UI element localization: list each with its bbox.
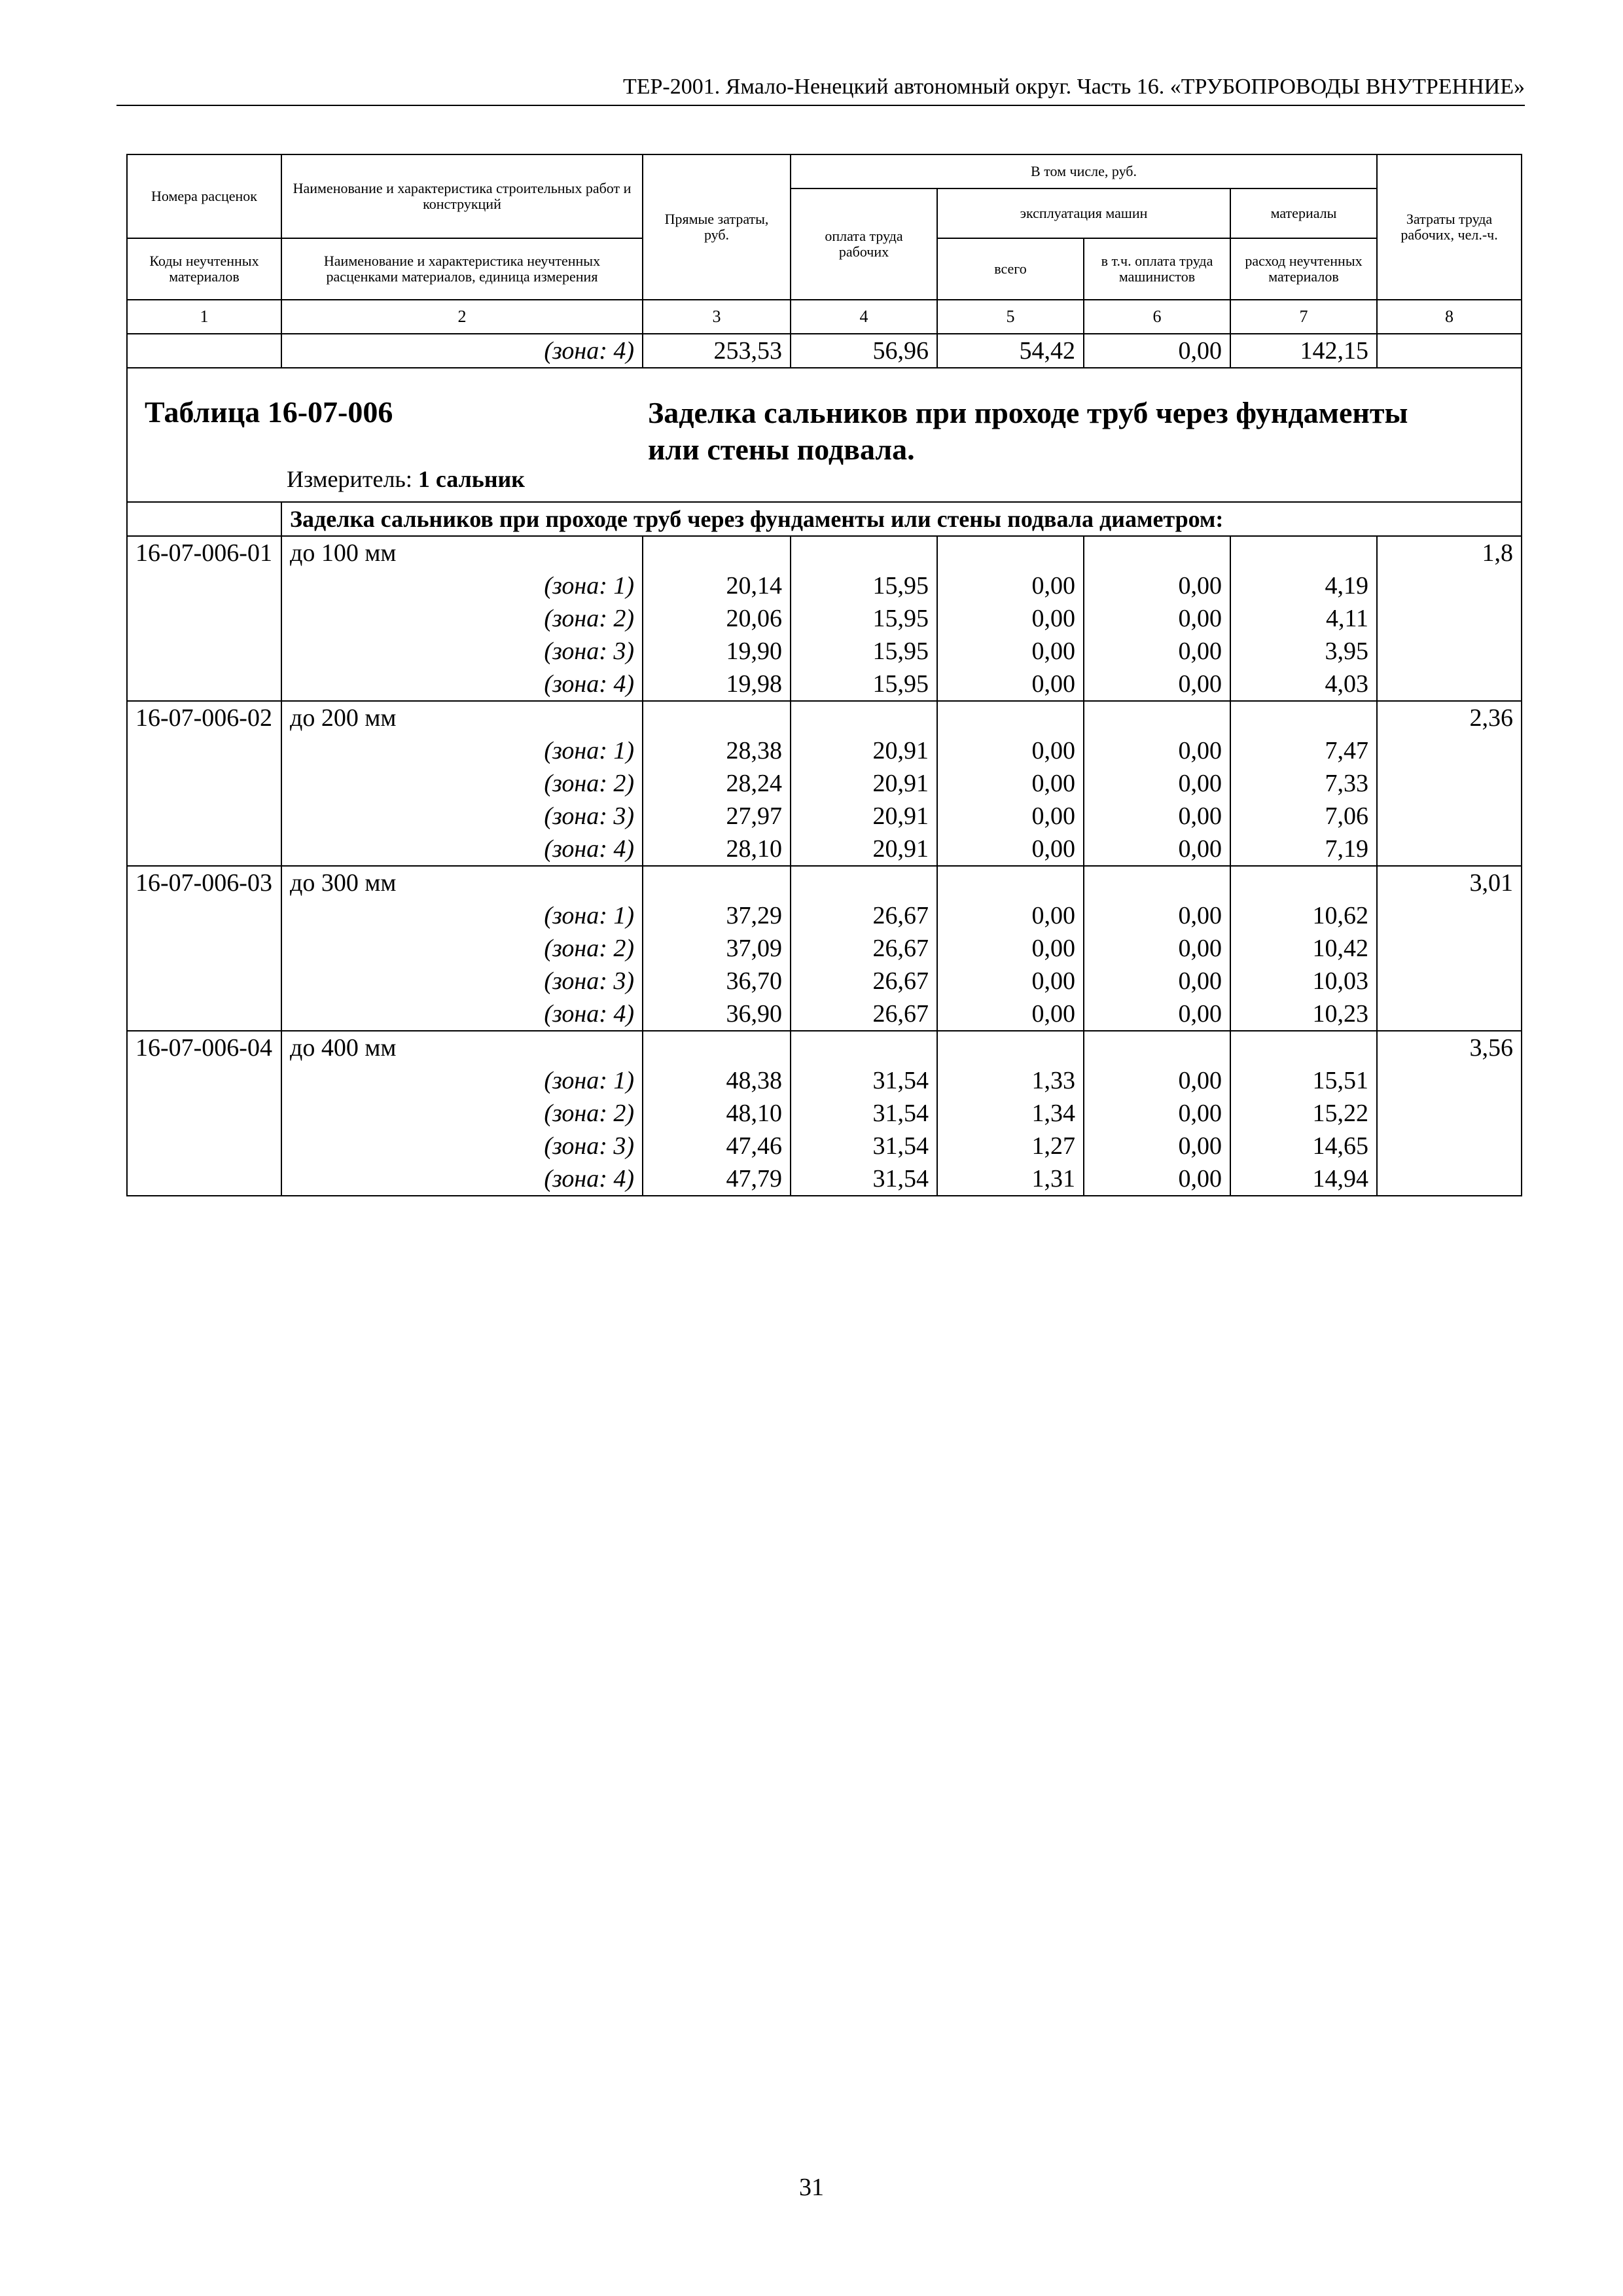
zone-worker-pay: 15,95: [791, 602, 937, 635]
zone-materials: 7,19: [1230, 833, 1377, 866]
zone-materials: 10,03: [1230, 965, 1377, 997]
rate-empty-cell: [643, 536, 791, 569]
zone-machinist-pay: 0,00: [1084, 1064, 1230, 1097]
col-number: 2: [281, 300, 643, 334]
zone-worker-pay: 15,95: [791, 569, 937, 602]
zone-code-cell: [127, 569, 281, 602]
zone-worker-pay: 15,95: [791, 668, 937, 701]
zone-code-cell: [127, 833, 281, 866]
rate-empty-cell: [1084, 1031, 1230, 1064]
rate-name: до 200 мм: [281, 701, 643, 734]
zone-label: (зона: 3): [281, 965, 643, 997]
head-row-1: [127, 154, 1522, 188]
rate-code: 16-07-006-03: [127, 866, 281, 899]
zone-label: (зона: 2): [281, 602, 643, 635]
head-work-name: Наименование и характеристика строительных работ и конструкций: [281, 154, 643, 238]
running-header: ТЕР-2001. Ямало-Ненецкий автономный округ. Часть 16. «ТРУБОПРОВОДЫ ВНУТРЕННИЕ»: [116, 72, 1525, 106]
zone-code-cell: [127, 1162, 281, 1196]
zone-direct-costs: 37,09: [643, 932, 791, 965]
zone-worker-pay: 20,91: [791, 800, 937, 833]
zone-label: (зона: 3): [281, 635, 643, 668]
zone-machinist-pay: 0,00: [1084, 1097, 1230, 1130]
rate-empty-cell: [791, 536, 937, 569]
zone-label: (зона: 1): [281, 734, 643, 767]
col-number: 7: [1230, 300, 1377, 334]
zone-machinist-pay: 0,00: [1084, 932, 1230, 965]
zone-label: (зона: 3): [281, 800, 643, 833]
zone-materials: 7,33: [1230, 767, 1377, 800]
zone-row: [127, 899, 1522, 932]
zone-materials: 15,51: [1230, 1064, 1377, 1097]
carry-zone: (зона: 4): [281, 334, 643, 368]
unit-value: 1 сальник: [418, 466, 526, 492]
zone-labor-cell: [1377, 1162, 1522, 1196]
rate-labor: 3,56: [1377, 1031, 1522, 1064]
head-including: В том числе, руб.: [791, 154, 1377, 188]
rate-empty-cell: [1084, 866, 1230, 899]
zone-label: (зона: 4): [281, 997, 643, 1031]
carry-code: [127, 334, 281, 368]
zone-labor-cell: [1377, 569, 1522, 602]
zone-label: (зона: 4): [281, 1162, 643, 1196]
zone-direct-costs: 37,29: [643, 899, 791, 932]
head-rate-numbers: Номера расценок: [127, 154, 281, 238]
head-labor-costs: Затраты труда рабочих, чел.-ч.: [1377, 154, 1522, 300]
zone-code-cell: [127, 1097, 281, 1130]
zone-row: [127, 635, 1522, 668]
zone-direct-costs: 47,46: [643, 1130, 791, 1162]
carry-machinist-pay: 0,00: [1084, 334, 1230, 368]
zone-direct-costs: 36,70: [643, 965, 791, 997]
rates-table: [126, 154, 1522, 1196]
rate-name: до 100 мм: [281, 536, 643, 569]
carry-over-row: [127, 334, 1522, 368]
zone-worker-pay: 20,91: [791, 767, 937, 800]
zone-labor-cell: [1377, 899, 1522, 932]
table-title: Таблица 16-07-006: [145, 395, 393, 429]
zone-worker-pay: 31,54: [791, 1064, 937, 1097]
rate-labor: 2,36: [1377, 701, 1522, 734]
zone-worker-pay: 31,54: [791, 1130, 937, 1162]
zone-labor-cell: [1377, 668, 1522, 701]
table-unit: [287, 465, 525, 493]
zone-materials: 4,19: [1230, 569, 1377, 602]
zone-row: [127, 668, 1522, 701]
zone-labor-cell: [1377, 1064, 1522, 1097]
zone-code-cell: [127, 1130, 281, 1162]
zone-machinist-pay: 0,00: [1084, 965, 1230, 997]
rate-code: 16-07-006-04: [127, 1031, 281, 1064]
zone-label: (зона: 3): [281, 1130, 643, 1162]
zone-machinist-pay: 0,00: [1084, 800, 1230, 833]
zone-machines-total: 0,00: [937, 833, 1084, 866]
zone-machinist-pay: 0,00: [1084, 602, 1230, 635]
zone-labor-cell: [1377, 734, 1522, 767]
zone-materials: 14,94: [1230, 1162, 1377, 1196]
zone-label: (зона: 2): [281, 767, 643, 800]
rate-empty-cell: [937, 866, 1084, 899]
rate-code: 16-07-006-01: [127, 536, 281, 569]
zone-machines-total: 0,00: [937, 899, 1084, 932]
zone-machines-total: 0,00: [937, 800, 1084, 833]
page-number: 31: [799, 2174, 824, 2201]
zone-materials: 10,23: [1230, 997, 1377, 1031]
zone-worker-pay: 20,91: [791, 833, 937, 866]
carry-machines-total: 54,42: [937, 334, 1084, 368]
section-title: Заделка сальников при проходе труб через фундаменты или стены подвала диаметром:: [281, 502, 1522, 536]
zone-materials: 3,95: [1230, 635, 1377, 668]
carry-direct-costs: 253,53: [643, 334, 791, 368]
rate-empty-cell: [1230, 866, 1377, 899]
table-description: Заделка сальников при проходе труб через фундаменты или стены подвала.: [648, 396, 1408, 466]
zone-worker-pay: 26,67: [791, 965, 937, 997]
zone-worker-pay: 26,67: [791, 997, 937, 1031]
head-machines-total: всего: [937, 238, 1084, 300]
zone-code-cell: [127, 899, 281, 932]
zone-labor-cell: [1377, 635, 1522, 668]
zone-labor-cell: [1377, 800, 1522, 833]
rate-row: [127, 536, 1522, 569]
zone-machinist-pay: 0,00: [1084, 569, 1230, 602]
zone-code-cell: [127, 997, 281, 1031]
zone-direct-costs: 19,90: [643, 635, 791, 668]
zone-materials: 4,11: [1230, 602, 1377, 635]
head-materials: материалы: [1230, 188, 1377, 238]
head-machinist-pay: в т.ч. оплата труда машинистов: [1084, 238, 1230, 300]
zone-machines-total: 0,00: [937, 602, 1084, 635]
zone-label: (зона: 1): [281, 899, 643, 932]
rate-empty-cell: [937, 1031, 1084, 1064]
zone-worker-pay: 20,91: [791, 734, 937, 767]
zone-code-cell: [127, 800, 281, 833]
zone-row: [127, 833, 1522, 866]
zone-machinist-pay: 0,00: [1084, 899, 1230, 932]
head-machines: эксплуатация машин: [937, 188, 1230, 238]
zone-code-cell: [127, 965, 281, 997]
rate-row: [127, 701, 1522, 734]
rate-empty-cell: [643, 866, 791, 899]
zone-machines-total: 1,27: [937, 1130, 1084, 1162]
zone-machinist-pay: 0,00: [1084, 668, 1230, 701]
col-number: 1: [127, 300, 281, 334]
zone-label: (зона: 2): [281, 932, 643, 965]
zone-direct-costs: 28,10: [643, 833, 791, 866]
zone-labor-cell: [1377, 767, 1522, 800]
zone-machines-total: 0,00: [937, 668, 1084, 701]
unit-label: Измеритель:: [287, 466, 412, 492]
zone-code-cell: [127, 932, 281, 965]
zone-materials: 14,65: [1230, 1130, 1377, 1162]
zone-row: [127, 1130, 1522, 1162]
rate-labor: 1,8: [1377, 536, 1522, 569]
zone-worker-pay: 31,54: [791, 1162, 937, 1196]
zone-machines-total: 0,00: [937, 635, 1084, 668]
zone-worker-pay: 31,54: [791, 1097, 937, 1130]
rate-empty-cell: [791, 701, 937, 734]
zone-machinist-pay: 0,00: [1084, 1162, 1230, 1196]
zone-label: (зона: 1): [281, 1064, 643, 1097]
zone-label: (зона: 1): [281, 569, 643, 602]
rate-labor: 3,01: [1377, 866, 1522, 899]
carry-materials: 142,15: [1230, 334, 1377, 368]
zone-row: [127, 932, 1522, 965]
zone-labor-cell: [1377, 932, 1522, 965]
carry-labor: [1377, 334, 1522, 368]
zone-label: (зона: 4): [281, 833, 643, 866]
zone-direct-costs: 47,79: [643, 1162, 791, 1196]
zone-labor-cell: [1377, 997, 1522, 1031]
head-worker-pay: оплата труда рабочих: [791, 188, 937, 300]
zone-row: [127, 1064, 1522, 1097]
head-material-names: Наименование и характеристика неучтенных расценками материалов, единица измерения: [281, 238, 643, 300]
zone-code-cell: [127, 1064, 281, 1097]
rate-empty-cell: [791, 1031, 937, 1064]
rate-name: до 400 мм: [281, 1031, 643, 1064]
section-row: [127, 502, 1522, 536]
table-caption: [127, 368, 1522, 502]
carry-worker-pay: 56,96: [791, 334, 937, 368]
zone-machines-total: 0,00: [937, 965, 1084, 997]
zone-machines-total: 1,34: [937, 1097, 1084, 1130]
zone-machines-total: 0,00: [937, 997, 1084, 1031]
zone-materials: 7,47: [1230, 734, 1377, 767]
zone-machinist-pay: 0,00: [1084, 997, 1230, 1031]
zone-row: [127, 734, 1522, 767]
zone-code-cell: [127, 635, 281, 668]
zone-materials: 15,22: [1230, 1097, 1377, 1130]
zone-materials: 4,03: [1230, 668, 1377, 701]
zone-direct-costs: 19,98: [643, 668, 791, 701]
section-code: [127, 502, 281, 536]
zone-labor-cell: [1377, 602, 1522, 635]
head-number-row: [127, 300, 1522, 334]
zone-worker-pay: 15,95: [791, 635, 937, 668]
zone-row: [127, 602, 1522, 635]
zone-row: [127, 1097, 1522, 1130]
zone-materials: 7,06: [1230, 800, 1377, 833]
zone-row: [127, 767, 1522, 800]
zone-machinist-pay: 0,00: [1084, 734, 1230, 767]
rate-empty-cell: [1230, 1031, 1377, 1064]
zone-machinist-pay: 0,00: [1084, 635, 1230, 668]
col-number: 4: [791, 300, 937, 334]
zone-worker-pay: 26,67: [791, 932, 937, 965]
rate-empty-cell: [643, 1031, 791, 1064]
zone-materials: 10,62: [1230, 899, 1377, 932]
rate-empty-cell: [937, 536, 1084, 569]
zone-labor-cell: [1377, 1130, 1522, 1162]
zone-code-cell: [127, 767, 281, 800]
zone-machinist-pay: 0,00: [1084, 833, 1230, 866]
zone-machines-total: 0,00: [937, 767, 1084, 800]
zone-code-cell: [127, 734, 281, 767]
rate-row: [127, 866, 1522, 899]
zone-direct-costs: 48,10: [643, 1097, 791, 1130]
zone-row: [127, 1162, 1522, 1196]
col-number: 5: [937, 300, 1084, 334]
rate-empty-cell: [1230, 701, 1377, 734]
zone-row: [127, 569, 1522, 602]
zone-machines-total: 1,31: [937, 1162, 1084, 1196]
rate-empty-cell: [791, 866, 937, 899]
zone-machines-total: 0,00: [937, 932, 1084, 965]
zone-direct-costs: 28,24: [643, 767, 791, 800]
zone-direct-costs: 36,90: [643, 997, 791, 1031]
zone-machinist-pay: 0,00: [1084, 767, 1230, 800]
col-number: 6: [1084, 300, 1230, 334]
zone-direct-costs: 20,06: [643, 602, 791, 635]
zone-row: [127, 997, 1522, 1031]
rate-empty-cell: [643, 701, 791, 734]
head-direct-costs: Прямые затраты, руб.: [643, 154, 791, 300]
zone-machines-total: 0,00: [937, 734, 1084, 767]
rate-empty-cell: [937, 701, 1084, 734]
zone-code-cell: [127, 602, 281, 635]
head-unaccounted-materials: расход неучтенных материалов: [1230, 238, 1377, 300]
zone-labor-cell: [1377, 833, 1522, 866]
zone-label: (зона: 4): [281, 668, 643, 701]
rate-row: [127, 1031, 1522, 1064]
zone-direct-costs: 27,97: [643, 800, 791, 833]
zone-direct-costs: 28,38: [643, 734, 791, 767]
zone-row: [127, 800, 1522, 833]
zone-direct-costs: 20,14: [643, 569, 791, 602]
rate-empty-cell: [1230, 536, 1377, 569]
zone-labor-cell: [1377, 1097, 1522, 1130]
zone-direct-costs: 48,38: [643, 1064, 791, 1097]
caption-row: [127, 368, 1522, 502]
zone-machines-total: 1,33: [937, 1064, 1084, 1097]
zone-labor-cell: [1377, 965, 1522, 997]
col-number: 3: [643, 300, 791, 334]
zone-machinist-pay: 0,00: [1084, 1130, 1230, 1162]
col-number: 8: [1377, 300, 1522, 334]
zone-worker-pay: 26,67: [791, 899, 937, 932]
zone-materials: 10,42: [1230, 932, 1377, 965]
zone-machines-total: 0,00: [937, 569, 1084, 602]
rate-empty-cell: [1084, 701, 1230, 734]
zone-label: (зона: 2): [281, 1097, 643, 1130]
rate-code: 16-07-006-02: [127, 701, 281, 734]
zone-code-cell: [127, 668, 281, 701]
rate-empty-cell: [1084, 536, 1230, 569]
head-material-codes: Коды неучтенных материалов: [127, 238, 281, 300]
zone-row: [127, 965, 1522, 997]
rate-name: до 300 мм: [281, 866, 643, 899]
